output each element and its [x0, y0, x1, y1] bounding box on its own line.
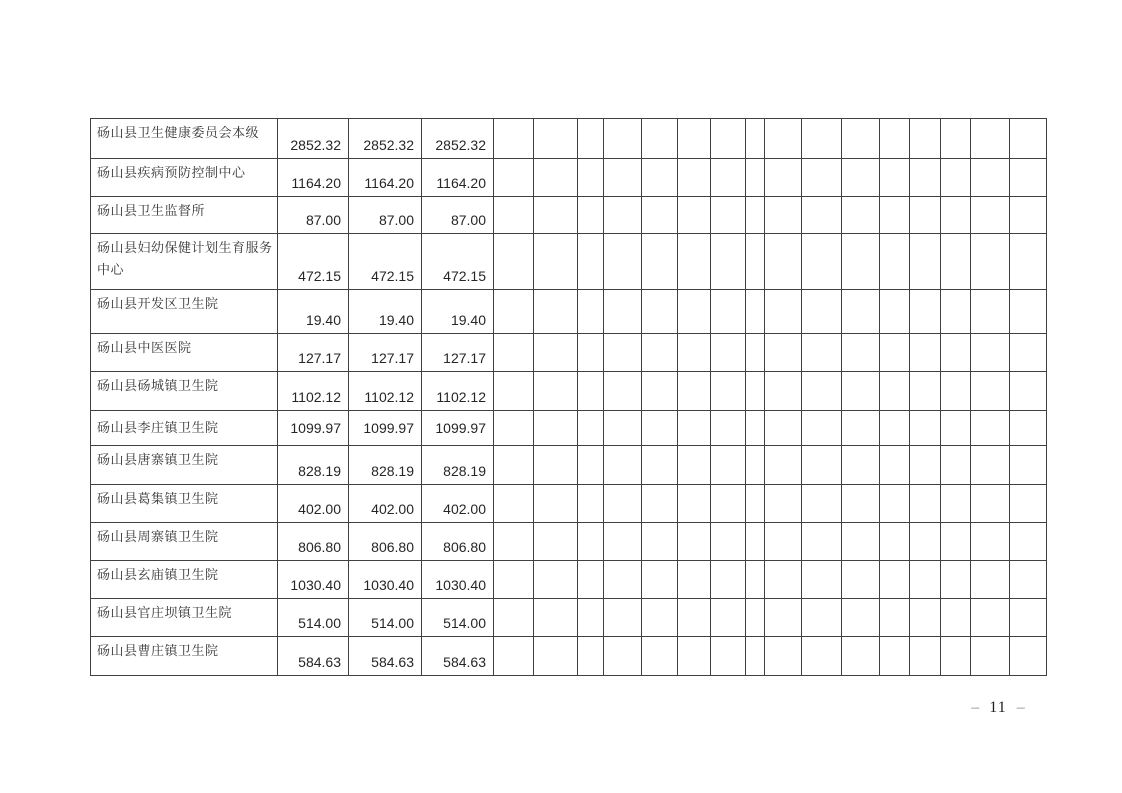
org-name-cell: 砀山县疾病预防控制中心	[91, 159, 278, 197]
empty-cell	[494, 561, 534, 599]
empty-cell	[880, 290, 910, 334]
table-row	[91, 159, 1047, 197]
empty-cell	[604, 637, 642, 676]
empty-cell	[711, 159, 746, 197]
value-cell: 127.17	[349, 334, 422, 372]
empty-cell	[842, 197, 880, 234]
empty-cell	[642, 637, 678, 676]
empty-cell	[910, 159, 941, 197]
empty-cell	[534, 561, 578, 599]
table-row	[91, 334, 1047, 372]
empty-cell	[1010, 523, 1047, 561]
empty-cell	[642, 290, 678, 334]
empty-cell	[802, 159, 842, 197]
table-row	[91, 485, 1047, 523]
empty-cell	[578, 119, 604, 159]
empty-cell	[678, 599, 711, 637]
empty-cell	[802, 411, 842, 446]
org-name-cell: 砀山县官庄坝镇卫生院	[91, 599, 278, 637]
empty-cell	[746, 197, 765, 234]
empty-cell	[971, 485, 1010, 523]
value-cell: 1030.40	[349, 561, 422, 599]
empty-cell	[494, 197, 534, 234]
empty-cell	[880, 485, 910, 523]
empty-cell	[765, 523, 802, 561]
value-cell: 127.17	[422, 334, 494, 372]
empty-cell	[494, 234, 534, 290]
empty-cell	[802, 523, 842, 561]
org-name-cell: 砀山县玄庙镇卫生院	[91, 561, 278, 599]
empty-cell	[746, 290, 765, 334]
empty-cell	[746, 446, 765, 485]
empty-cell	[534, 485, 578, 523]
empty-cell	[678, 159, 711, 197]
org-name-cell: 砀山县葛集镇卫生院	[91, 485, 278, 523]
org-name-cell: 砀山县唐寨镇卫生院	[91, 446, 278, 485]
empty-cell	[842, 372, 880, 411]
empty-cell	[534, 159, 578, 197]
empty-cell	[842, 485, 880, 523]
empty-cell	[971, 290, 1010, 334]
empty-cell	[842, 599, 880, 637]
empty-cell	[842, 523, 880, 561]
value-cell: 402.00	[422, 485, 494, 523]
empty-cell	[711, 637, 746, 676]
empty-cell	[604, 523, 642, 561]
table-row	[91, 599, 1047, 637]
empty-cell	[802, 446, 842, 485]
empty-cell	[642, 411, 678, 446]
empty-cell	[765, 561, 802, 599]
empty-cell	[578, 234, 604, 290]
empty-cell	[1010, 372, 1047, 411]
empty-cell	[880, 119, 910, 159]
empty-cell	[765, 485, 802, 523]
empty-cell	[604, 411, 642, 446]
empty-cell	[746, 561, 765, 599]
empty-cell	[746, 159, 765, 197]
value-cell: 87.00	[422, 197, 494, 234]
empty-cell	[1010, 637, 1047, 676]
empty-cell	[802, 197, 842, 234]
empty-cell	[711, 372, 746, 411]
empty-cell	[971, 523, 1010, 561]
empty-cell	[494, 637, 534, 676]
empty-cell	[802, 637, 842, 676]
empty-cell	[746, 234, 765, 290]
empty-cell	[494, 446, 534, 485]
empty-cell	[910, 523, 941, 561]
page-number-right-dash: –	[1016, 699, 1025, 716]
empty-cell	[534, 197, 578, 234]
table-row	[91, 119, 1047, 159]
empty-cell	[910, 334, 941, 372]
empty-cell	[971, 197, 1010, 234]
empty-cell	[711, 523, 746, 561]
empty-cell	[910, 446, 941, 485]
empty-cell	[910, 372, 941, 411]
value-cell: 1099.97	[422, 411, 494, 446]
empty-cell	[802, 290, 842, 334]
empty-cell	[711, 561, 746, 599]
empty-cell	[678, 523, 711, 561]
empty-cell	[578, 372, 604, 411]
empty-cell	[910, 234, 941, 290]
empty-cell	[971, 159, 1010, 197]
org-name-cell: 砀山县卫生健康委员会本级	[91, 119, 278, 159]
empty-cell	[604, 561, 642, 599]
empty-cell	[604, 334, 642, 372]
empty-cell	[910, 119, 941, 159]
empty-cell	[711, 197, 746, 234]
empty-cell	[534, 637, 578, 676]
empty-cell	[1010, 334, 1047, 372]
empty-cell	[642, 485, 678, 523]
value-cell: 2852.32	[422, 119, 494, 159]
empty-cell	[971, 599, 1010, 637]
empty-cell	[534, 446, 578, 485]
empty-cell	[678, 197, 711, 234]
empty-cell	[971, 637, 1010, 676]
empty-cell	[1010, 197, 1047, 234]
empty-cell	[802, 599, 842, 637]
empty-cell	[880, 523, 910, 561]
empty-cell	[711, 446, 746, 485]
empty-cell	[678, 372, 711, 411]
empty-cell	[642, 446, 678, 485]
empty-cell	[578, 290, 604, 334]
empty-cell	[678, 334, 711, 372]
org-name-cell: 砀山县砀城镇卫生院	[91, 372, 278, 411]
empty-cell	[971, 372, 1010, 411]
value-cell: 1099.97	[349, 411, 422, 446]
empty-cell	[534, 599, 578, 637]
empty-cell	[642, 119, 678, 159]
empty-cell	[604, 372, 642, 411]
empty-cell	[1010, 234, 1047, 290]
empty-cell	[604, 290, 642, 334]
empty-cell	[1010, 446, 1047, 485]
empty-cell	[1010, 561, 1047, 599]
empty-cell	[711, 119, 746, 159]
empty-cell	[1010, 119, 1047, 159]
table-row	[91, 372, 1047, 411]
empty-cell	[746, 119, 765, 159]
empty-cell	[910, 290, 941, 334]
empty-cell	[971, 119, 1010, 159]
empty-cell	[842, 411, 880, 446]
empty-cell	[765, 334, 802, 372]
empty-cell	[604, 197, 642, 234]
value-cell: 87.00	[278, 197, 349, 234]
empty-cell	[765, 159, 802, 197]
value-cell: 87.00	[349, 197, 422, 234]
empty-cell	[765, 234, 802, 290]
empty-cell	[971, 446, 1010, 485]
value-cell: 828.19	[349, 446, 422, 485]
value-cell: 472.15	[349, 234, 422, 290]
empty-cell	[711, 290, 746, 334]
empty-cell	[746, 372, 765, 411]
page-number-value: 11	[989, 699, 1007, 716]
value-cell: 514.00	[278, 599, 349, 637]
empty-cell	[678, 637, 711, 676]
empty-cell	[765, 290, 802, 334]
empty-cell	[765, 197, 802, 234]
empty-cell	[880, 411, 910, 446]
empty-cell	[910, 485, 941, 523]
table-row	[91, 561, 1047, 599]
empty-cell	[604, 485, 642, 523]
value-cell: 1164.20	[349, 159, 422, 197]
empty-cell	[494, 119, 534, 159]
value-cell: 584.63	[349, 637, 422, 676]
value-cell: 472.15	[278, 234, 349, 290]
org-name-cell: 砀山县卫生监督所	[91, 197, 278, 234]
empty-cell	[880, 446, 910, 485]
empty-cell	[971, 411, 1010, 446]
empty-cell	[746, 599, 765, 637]
value-cell: 2852.32	[278, 119, 349, 159]
empty-cell	[678, 290, 711, 334]
org-name-cell: 砀山县开发区卫生院	[91, 290, 278, 334]
empty-cell	[494, 485, 534, 523]
page-number	[958, 699, 1038, 717]
empty-cell	[678, 446, 711, 485]
empty-cell	[604, 599, 642, 637]
empty-cell	[1010, 411, 1047, 446]
empty-cell	[910, 637, 941, 676]
empty-cell	[578, 561, 604, 599]
empty-cell	[678, 561, 711, 599]
empty-cell	[842, 561, 880, 599]
empty-cell	[642, 523, 678, 561]
empty-cell	[802, 372, 842, 411]
empty-cell	[880, 372, 910, 411]
empty-cell	[880, 234, 910, 290]
value-cell: 127.17	[278, 334, 349, 372]
empty-cell	[604, 159, 642, 197]
empty-cell	[534, 411, 578, 446]
empty-cell	[642, 599, 678, 637]
empty-cell	[711, 485, 746, 523]
budget-table	[90, 118, 1047, 676]
empty-cell	[1010, 599, 1047, 637]
empty-cell	[494, 334, 534, 372]
empty-cell	[578, 637, 604, 676]
empty-cell	[494, 599, 534, 637]
empty-cell	[711, 334, 746, 372]
empty-cell	[642, 234, 678, 290]
empty-cell	[802, 485, 842, 523]
value-cell: 1164.20	[278, 159, 349, 197]
table-row	[91, 290, 1047, 334]
table-row	[91, 234, 1047, 290]
value-cell: 19.40	[278, 290, 349, 334]
empty-cell	[534, 119, 578, 159]
empty-cell	[746, 334, 765, 372]
empty-cell	[494, 372, 534, 411]
table-row	[91, 637, 1047, 676]
empty-cell	[842, 234, 880, 290]
empty-cell	[1010, 485, 1047, 523]
empty-cell	[604, 446, 642, 485]
empty-cell	[578, 446, 604, 485]
org-name-cell: 砀山县中医医院	[91, 334, 278, 372]
value-cell: 19.40	[422, 290, 494, 334]
empty-cell	[842, 637, 880, 676]
empty-cell	[880, 637, 910, 676]
value-cell: 1102.12	[422, 372, 494, 411]
empty-cell	[765, 446, 802, 485]
org-name-cell: 砀山县妇幼保健计划生育服务中心	[91, 234, 278, 290]
empty-cell	[941, 372, 971, 411]
empty-cell	[941, 411, 971, 446]
empty-cell	[534, 523, 578, 561]
empty-cell	[941, 485, 971, 523]
empty-cell	[642, 334, 678, 372]
empty-cell	[534, 372, 578, 411]
empty-cell	[765, 372, 802, 411]
value-cell: 806.80	[278, 523, 349, 561]
table-row	[91, 197, 1047, 234]
empty-cell	[941, 119, 971, 159]
empty-cell	[642, 197, 678, 234]
empty-cell	[746, 523, 765, 561]
empty-cell	[910, 561, 941, 599]
empty-cell	[642, 159, 678, 197]
value-cell: 472.15	[422, 234, 494, 290]
empty-cell	[604, 234, 642, 290]
value-cell: 828.19	[422, 446, 494, 485]
empty-cell	[578, 523, 604, 561]
empty-cell	[534, 290, 578, 334]
empty-cell	[842, 290, 880, 334]
org-name-cell: 砀山县曹庄镇卫生院	[91, 637, 278, 676]
empty-cell	[941, 523, 971, 561]
empty-cell	[802, 334, 842, 372]
empty-cell	[678, 485, 711, 523]
empty-cell	[1010, 290, 1047, 334]
value-cell: 584.63	[422, 637, 494, 676]
value-cell: 828.19	[278, 446, 349, 485]
value-cell: 1102.12	[349, 372, 422, 411]
empty-cell	[842, 159, 880, 197]
empty-cell	[802, 234, 842, 290]
org-name-cell: 砀山县周寨镇卫生院	[91, 523, 278, 561]
empty-cell	[842, 334, 880, 372]
empty-cell	[880, 561, 910, 599]
empty-cell	[941, 334, 971, 372]
empty-cell	[711, 599, 746, 637]
empty-cell	[534, 234, 578, 290]
page-number-left-dash: –	[971, 699, 980, 716]
empty-cell	[578, 197, 604, 234]
value-cell: 1102.12	[278, 372, 349, 411]
empty-cell	[678, 119, 711, 159]
empty-cell	[765, 411, 802, 446]
empty-cell	[746, 637, 765, 676]
value-cell: 2852.32	[349, 119, 422, 159]
empty-cell	[494, 290, 534, 334]
empty-cell	[746, 485, 765, 523]
value-cell: 1030.40	[422, 561, 494, 599]
empty-cell	[910, 197, 941, 234]
empty-cell	[746, 411, 765, 446]
empty-cell	[578, 411, 604, 446]
empty-cell	[941, 561, 971, 599]
empty-cell	[941, 234, 971, 290]
value-cell: 806.80	[349, 523, 422, 561]
value-cell: 402.00	[349, 485, 422, 523]
empty-cell	[678, 411, 711, 446]
empty-cell	[880, 334, 910, 372]
empty-cell	[494, 411, 534, 446]
empty-cell	[802, 119, 842, 159]
empty-cell	[941, 197, 971, 234]
empty-cell	[941, 637, 971, 676]
empty-cell	[880, 159, 910, 197]
empty-cell	[1010, 159, 1047, 197]
empty-cell	[578, 485, 604, 523]
empty-cell	[642, 561, 678, 599]
table-row	[91, 446, 1047, 485]
empty-cell	[941, 446, 971, 485]
empty-cell	[711, 411, 746, 446]
empty-cell	[941, 159, 971, 197]
empty-cell	[578, 599, 604, 637]
empty-cell	[910, 411, 941, 446]
empty-cell	[971, 234, 1010, 290]
empty-cell	[842, 119, 880, 159]
empty-cell	[941, 290, 971, 334]
empty-cell	[765, 119, 802, 159]
empty-cell	[494, 523, 534, 561]
empty-cell	[880, 197, 910, 234]
empty-cell	[880, 599, 910, 637]
empty-cell	[534, 334, 578, 372]
empty-cell	[678, 234, 711, 290]
value-cell: 806.80	[422, 523, 494, 561]
empty-cell	[971, 561, 1010, 599]
value-cell: 402.00	[278, 485, 349, 523]
value-cell: 514.00	[349, 599, 422, 637]
value-cell: 514.00	[422, 599, 494, 637]
empty-cell	[578, 159, 604, 197]
empty-cell	[711, 234, 746, 290]
empty-cell	[941, 599, 971, 637]
empty-cell	[494, 159, 534, 197]
empty-cell	[765, 637, 802, 676]
table-row	[91, 523, 1047, 561]
empty-cell	[604, 119, 642, 159]
empty-cell	[802, 561, 842, 599]
empty-cell	[642, 372, 678, 411]
value-cell: 1030.40	[278, 561, 349, 599]
value-cell: 584.63	[278, 637, 349, 676]
value-cell: 19.40	[349, 290, 422, 334]
org-name-cell: 砀山县李庄镇卫生院	[91, 411, 278, 446]
value-cell: 1164.20	[422, 159, 494, 197]
empty-cell	[578, 334, 604, 372]
empty-cell	[765, 599, 802, 637]
empty-cell	[842, 446, 880, 485]
value-cell: 1099.97	[278, 411, 349, 446]
empty-cell	[910, 599, 941, 637]
table-row	[91, 411, 1047, 446]
empty-cell	[971, 334, 1010, 372]
